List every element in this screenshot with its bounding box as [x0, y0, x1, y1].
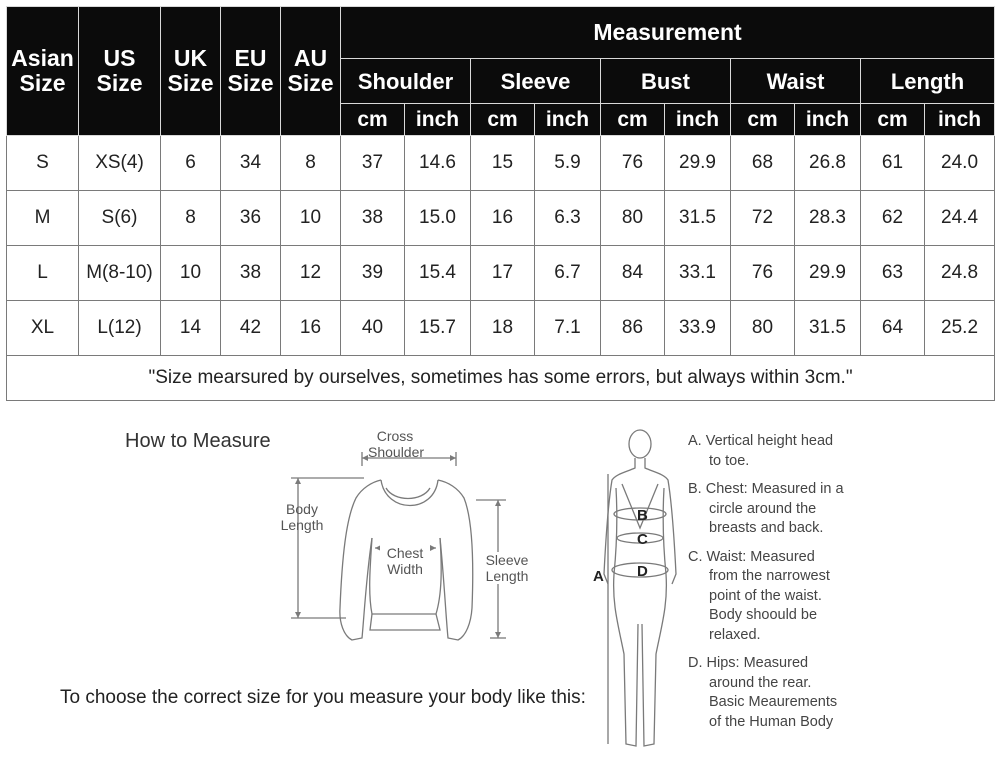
legend-line: B. Chest: Measured in a	[688, 481, 844, 497]
unit-header: inch	[795, 104, 861, 136]
header-us-size: US Size	[79, 7, 161, 136]
header-asian-size: Asian Size	[7, 7, 79, 136]
measure-instruction: To choose the correct size for you measure your body like this:	[60, 687, 586, 708]
label-body-length: Body Length	[280, 501, 324, 533]
table-cell: 38	[341, 191, 405, 246]
table-cell: 14.6	[405, 136, 471, 191]
table-cell: 38	[221, 246, 281, 301]
table-row	[7, 301, 995, 356]
table-cell: 40	[341, 301, 405, 356]
table-cell: 6	[161, 136, 221, 191]
table-cell: 76	[601, 136, 665, 191]
table-cell: 15.7	[405, 301, 471, 356]
unit-header: inch	[535, 104, 601, 136]
measurement-legend	[688, 432, 993, 741]
legend-line: of the Human Body	[709, 713, 834, 730]
legend-item	[688, 654, 993, 732]
label-cross-shoulder: Cross Shoulder	[368, 428, 425, 460]
table-cell: 10	[161, 246, 221, 301]
how-to-measure-title: How to Measure	[125, 430, 271, 452]
body-marker-a: A	[593, 568, 604, 585]
table-cell: 15.0	[405, 191, 471, 246]
table-cell: 24.4	[925, 191, 995, 246]
table-cell: XL	[7, 301, 79, 356]
table-cell: 10	[281, 191, 341, 246]
table-cell: 61	[861, 136, 925, 191]
table-cell: 33.1	[665, 246, 731, 301]
table-cell: 8	[161, 191, 221, 246]
legend-item	[688, 548, 993, 646]
unit-header: inch	[925, 104, 995, 136]
table-cell: 72	[731, 191, 795, 246]
legend-line: point of the waist.	[709, 587, 822, 604]
header-eu-size: EU Size	[221, 7, 281, 136]
unit-header: cm	[601, 104, 665, 136]
table-cell: 16	[471, 191, 535, 246]
table-cell: 12	[281, 246, 341, 301]
table-cell: 80	[601, 191, 665, 246]
legend-line: around the rear.	[709, 674, 812, 691]
header-length: Length	[861, 59, 995, 104]
table-cell: 26.8	[795, 136, 861, 191]
legend-line: breasts and back.	[709, 520, 824, 536]
unit-header: cm	[471, 104, 535, 136]
body-marker-b: B	[637, 507, 648, 524]
table-row	[7, 136, 995, 191]
table-cell: 6.7	[535, 246, 601, 301]
table-cell: 29.9	[665, 136, 731, 191]
table-cell: S(6)	[79, 191, 161, 246]
table-cell: 6.3	[535, 191, 601, 246]
table-cell: 42	[221, 301, 281, 356]
header-shoulder: Shoulder	[341, 59, 471, 104]
table-cell: 17	[471, 246, 535, 301]
table-cell: 28.3	[795, 191, 861, 246]
legend-line: A. Vertical height head	[688, 433, 834, 449]
table-body	[7, 136, 995, 401]
table-cell: 16	[281, 301, 341, 356]
table-cell: M(8-10)	[79, 246, 161, 301]
header-uk-size: UK Size	[161, 7, 221, 136]
label-sleeve-length: Sleeve Length	[478, 552, 536, 584]
legend-line: from the narrowest	[709, 568, 830, 584]
table-cell: 33.9	[665, 301, 731, 356]
legend-line: to toe.	[709, 452, 750, 469]
table-cell: 18	[471, 301, 535, 356]
table-cell: 39	[341, 246, 405, 301]
table-cell: 36	[221, 191, 281, 246]
header-au-size: AU Size	[281, 7, 341, 136]
legend-item	[688, 432, 993, 471]
legend-line: Body shoould be	[709, 607, 818, 623]
table-cell: S	[7, 136, 79, 191]
header-bust: Bust	[601, 59, 731, 104]
table-cell: 14	[161, 301, 221, 356]
table-cell: 63	[861, 246, 925, 301]
table-cell: 86	[601, 301, 665, 356]
table-cell: M	[7, 191, 79, 246]
legend-item	[688, 480, 993, 539]
legend-line: relaxed.	[709, 626, 761, 643]
table-cell: 34	[221, 136, 281, 191]
table-cell: 8	[281, 136, 341, 191]
table-cell: 31.5	[795, 301, 861, 356]
legend-line: circle around the	[709, 500, 817, 517]
legend-line: D. Hips: Measured	[688, 655, 809, 671]
legend-line: Basic Meaurements	[709, 694, 838, 710]
unit-header: cm	[861, 104, 925, 136]
table-cell: XS(4)	[79, 136, 161, 191]
table-cell: L	[7, 246, 79, 301]
unit-header: inch	[665, 104, 731, 136]
table-cell: 37	[341, 136, 405, 191]
table-cell: 84	[601, 246, 665, 301]
table-cell: 68	[731, 136, 795, 191]
table-row	[7, 191, 995, 246]
table-cell: 24.8	[925, 246, 995, 301]
table-cell: 31.5	[665, 191, 731, 246]
header-sleeve: Sleeve	[471, 59, 601, 104]
table-cell: 15.4	[405, 246, 471, 301]
table-row	[7, 246, 995, 301]
table-cell: 64	[861, 301, 925, 356]
size-chart-table	[6, 6, 995, 401]
table-cell: 25.2	[925, 301, 995, 356]
table-cell: 15	[471, 136, 535, 191]
table-cell: 80	[731, 301, 795, 356]
unit-header: cm	[731, 104, 795, 136]
table-cell: 5.9	[535, 136, 601, 191]
legend-line: C. Waist: Measured	[688, 548, 815, 565]
table-cell: 62	[861, 191, 925, 246]
label-chest-width: Chest Width	[380, 545, 430, 577]
table-cell: L(12)	[79, 301, 161, 356]
unit-header: inch	[405, 104, 471, 136]
table-note: "Size mearsured by ourselves, sometimes has some errors, but always within 3cm."	[7, 356, 995, 401]
body-marker-d: D	[637, 563, 648, 580]
table-cell: 76	[731, 246, 795, 301]
unit-header: cm	[341, 104, 405, 136]
body-marker-c: C	[637, 531, 648, 548]
table-cell: 24.0	[925, 136, 995, 191]
header-measurement: Measurement	[341, 7, 995, 59]
table-cell: 7.1	[535, 301, 601, 356]
human-body-figure	[586, 424, 686, 760]
table-cell: 29.9	[795, 246, 861, 301]
header-waist: Waist	[731, 59, 861, 104]
